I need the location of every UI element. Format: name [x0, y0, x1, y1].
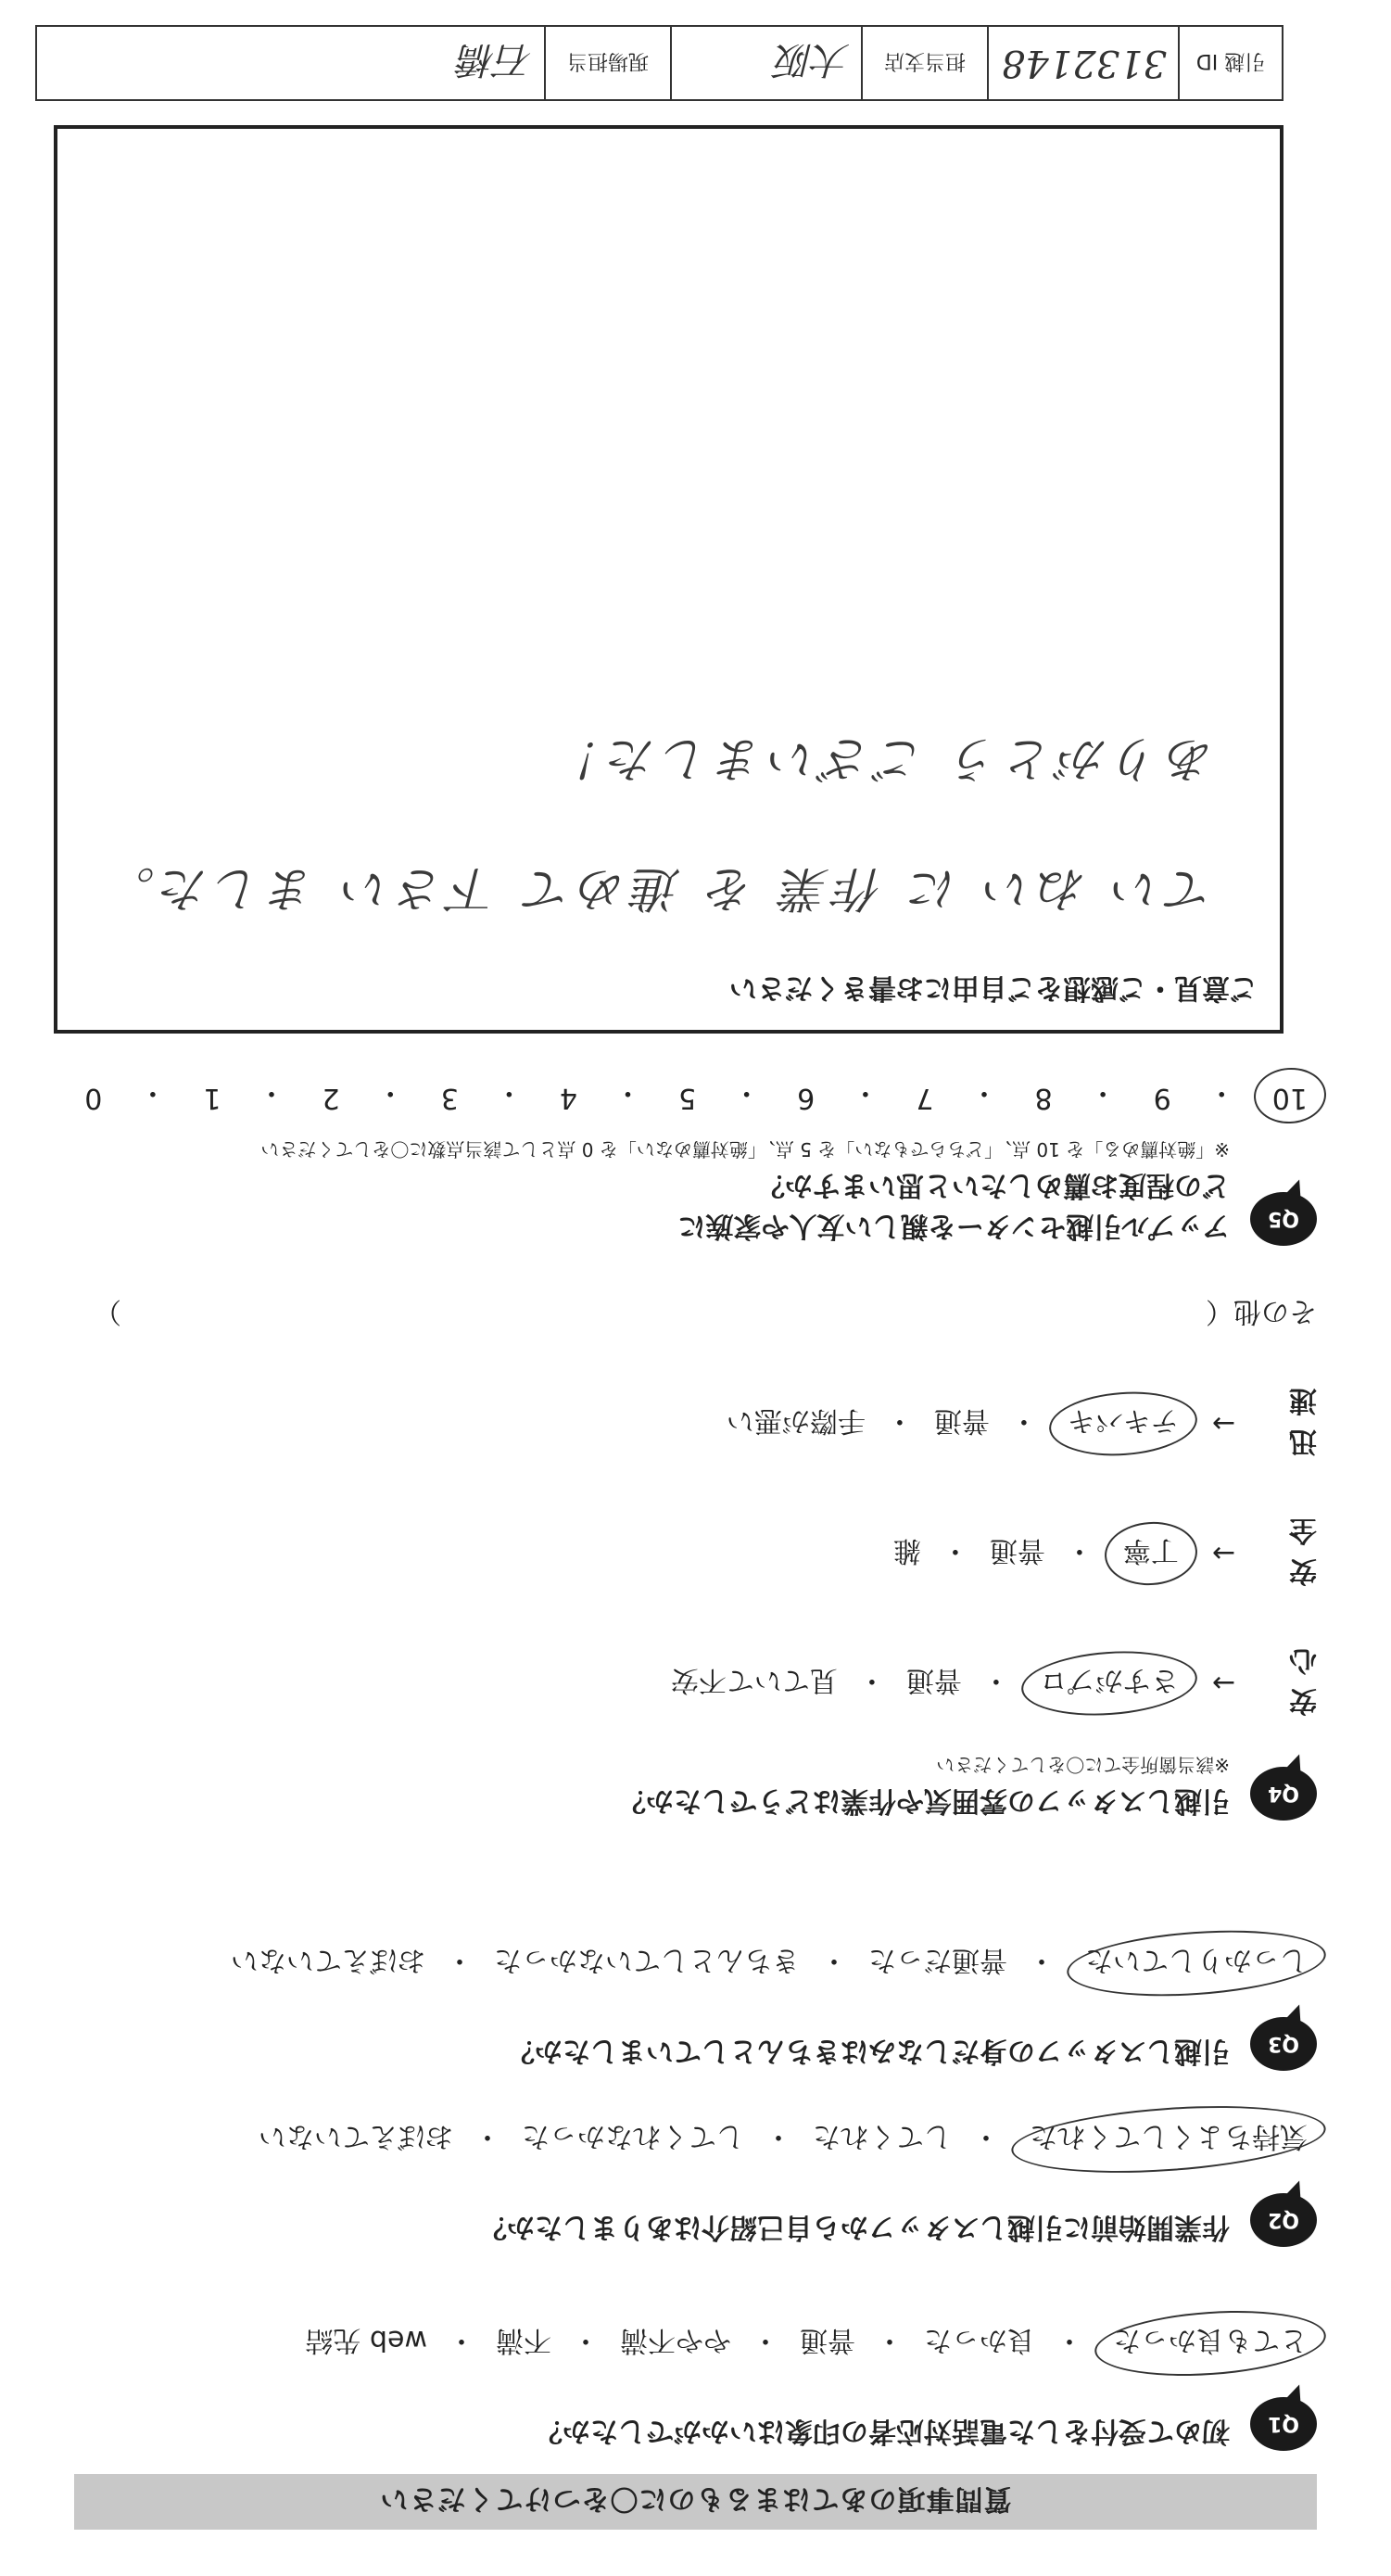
arrow-right-icon: →: [1211, 1407, 1235, 1440]
question-4: [57, 1294, 1317, 1821]
score-8[interactable]: 8: [1034, 1082, 1053, 1114]
q4-row-label: 迅速: [1284, 1384, 1317, 1457]
q2-options: 気持ちよくしてくれた ・ してくれた ・ してくれなかった ・ おぼえていない: [57, 2115, 1317, 2164]
comment-label: ご意見・ご感想をご自由にお書きください: [729, 971, 1258, 1004]
q2-option-dont-remember[interactable]: おぼえていない: [259, 2120, 453, 2152]
q2-option-pleasant[interactable]: 気持ちよくしてくれた: [1020, 2115, 1317, 2164]
instruction-banner: [74, 2474, 1317, 2530]
q5-text-line2: どの程度お薦めしたいと思いますか？: [757, 1169, 1230, 1201]
q1-option-web[interactable]: web 先結: [305, 2324, 427, 2356]
question-3: [57, 1939, 1317, 2071]
arrow-right-icon: →: [1211, 1537, 1235, 1570]
move-id-label: 引越 ID: [1178, 27, 1282, 99]
q2-text: 作業開始前に引越しスタッフから自己紹介はありましたか？: [479, 2211, 1230, 2243]
q4-row-label: 安心: [1284, 1643, 1317, 1717]
q1-option-somewhat-unsatisfied[interactable]: やや不満: [620, 2324, 731, 2356]
q3-option-not-neat[interactable]: きちんとしていなかった: [494, 1944, 800, 1976]
q4-row-relief: 安心 → さすがプロ ・ 普通 ・ 見ていて不安: [57, 1643, 1317, 1724]
question-5: [57, 1136, 1317, 1246]
q4-note: ※該当箇所全てに〇をしてください: [936, 1754, 1230, 1776]
q4-text: 引越しスタッフの雰囲気や作業はどうでしたか？: [618, 1784, 1230, 1817]
q4-other-label: その他（: [1206, 1295, 1317, 1327]
question-1: [57, 2319, 1317, 2451]
instruction-text: 質問事項のあてはまるものに〇をつけてください: [379, 2482, 1012, 2515]
q3-text: 引越しスタッフの身だしなみはきちんとしていましたか？: [507, 2035, 1230, 2067]
score-0[interactable]: 0: [84, 1082, 103, 1114]
q1-option-good[interactable]: 良かった: [924, 2324, 1035, 2356]
score-6[interactable]: 6: [797, 1082, 816, 1114]
q2-option-did-not[interactable]: してくれなかった: [522, 2120, 744, 2152]
q3-badge: [1250, 2017, 1317, 2071]
q4-option-anxious[interactable]: 見ていて不安: [670, 1664, 838, 1696]
q3-option-neat[interactable]: しっかりしていた: [1076, 1939, 1317, 1987]
q5-text-line1: アップル引越センターを親しい友人や家族に: [677, 1210, 1230, 1242]
score-7[interactable]: 7: [916, 1082, 934, 1114]
q4-option-careful[interactable]: 丁寧: [1114, 1529, 1188, 1578]
q4-option-clumsy[interactable]: 手際が悪い: [726, 1404, 866, 1437]
score-5[interactable]: 5: [678, 1082, 697, 1114]
q4-row-other: [94, 1294, 1317, 1335]
score-4[interactable]: 4: [559, 1082, 577, 1114]
q4-row-label: 安全: [1284, 1514, 1317, 1587]
q4-option-rough[interactable]: 雑: [892, 1534, 921, 1567]
q3-badge-text: Q3: [1268, 2032, 1300, 2056]
branch-value[interactable]: 大阪: [670, 27, 861, 99]
q2-badge: [1250, 2193, 1317, 2247]
q3-options: しっかりしていた ・ 普通だった ・ きちんとしていなかった ・ おぼえていない: [57, 1939, 1317, 1987]
q4-option-normal[interactable]: 普通: [905, 1664, 962, 1696]
q4-badge: [1250, 1767, 1317, 1821]
q4-row-speed: 迅速 → テキパキ ・ 普通 ・ 手際が悪い: [57, 1383, 1317, 1465]
question-2: [57, 2115, 1317, 2247]
staff-value[interactable]: 石橋: [459, 38, 533, 82]
q5-badge-text: Q5: [1268, 1207, 1300, 1231]
q3-option-dont-remember[interactable]: おぼえていない: [231, 1944, 425, 1976]
handwritten-comment-line-2: ありがとう ございました！: [549, 730, 1215, 786]
q1-option-unsatisfied[interactable]: 不満: [496, 2324, 551, 2356]
branch-label: 担当支店: [861, 27, 987, 99]
q4-option-normal[interactable]: 普通: [989, 1534, 1045, 1567]
q4-option-pro[interactable]: さすがプロ: [1031, 1659, 1188, 1707]
score-10[interactable]: 10: [1263, 1075, 1317, 1116]
staff-label: 現場担当: [544, 27, 670, 99]
score-1[interactable]: 1: [203, 1082, 221, 1114]
score-9[interactable]: 9: [1153, 1082, 1171, 1114]
handwritten-comment-line-1: てい ねい に 作業 を 進めて 下さい ました。: [101, 860, 1215, 916]
q2-badge-text: Q2: [1268, 2208, 1300, 2232]
q1-badge-text: Q1: [1268, 2412, 1300, 2436]
q5-badge: [1250, 1192, 1317, 1246]
q4-other-close: ）: [94, 1295, 121, 1327]
arrow-right-icon: →: [1211, 1667, 1235, 1700]
q5-scale: 10 ・ 9 ・ 8 ・ 7 ・ 6 ・ 5 ・ 4 ・ 3 ・ 2 ・ 1 ・ 0: [75, 1075, 1317, 1116]
q4-badge-text: Q4: [1268, 1782, 1300, 1806]
q1-option-normal[interactable]: 普通: [800, 2324, 855, 2356]
q4-option-normal[interactable]: 普通: [933, 1404, 990, 1437]
q1-badge: [1250, 2397, 1317, 2451]
comment-box[interactable]: [54, 125, 1284, 1034]
q1-option-very-good[interactable]: とても良かった: [1104, 2319, 1317, 2367]
q3-option-normal[interactable]: 普通だった: [868, 1944, 1007, 1976]
q4-row-safety: 安全 → 丁寧 ・ 普通 ・ 雑: [57, 1513, 1317, 1594]
q2-option-did[interactable]: してくれた: [813, 2120, 952, 2152]
q4-option-quick[interactable]: テキパキ: [1058, 1400, 1188, 1448]
office-use-table: [35, 25, 1284, 101]
q1-text: 初めて受付をした電話対応者の印象はいかがでしたか？: [535, 2415, 1230, 2447]
score-2[interactable]: 2: [322, 1082, 340, 1114]
move-id-value[interactable]: 3132148: [987, 27, 1178, 99]
score-3[interactable]: 3: [440, 1082, 459, 1114]
q5-note: ※「絶対薦める」を 10 点、「どちらでもない」を 5 点、「絶対薦めない」を 0 点として該当点数に〇をしてください: [260, 1138, 1230, 1161]
q1-options: とても良かった ・ 良かった ・ 普通 ・ やや不満 ・ 不満 ・ web 先結: [57, 2319, 1317, 2367]
